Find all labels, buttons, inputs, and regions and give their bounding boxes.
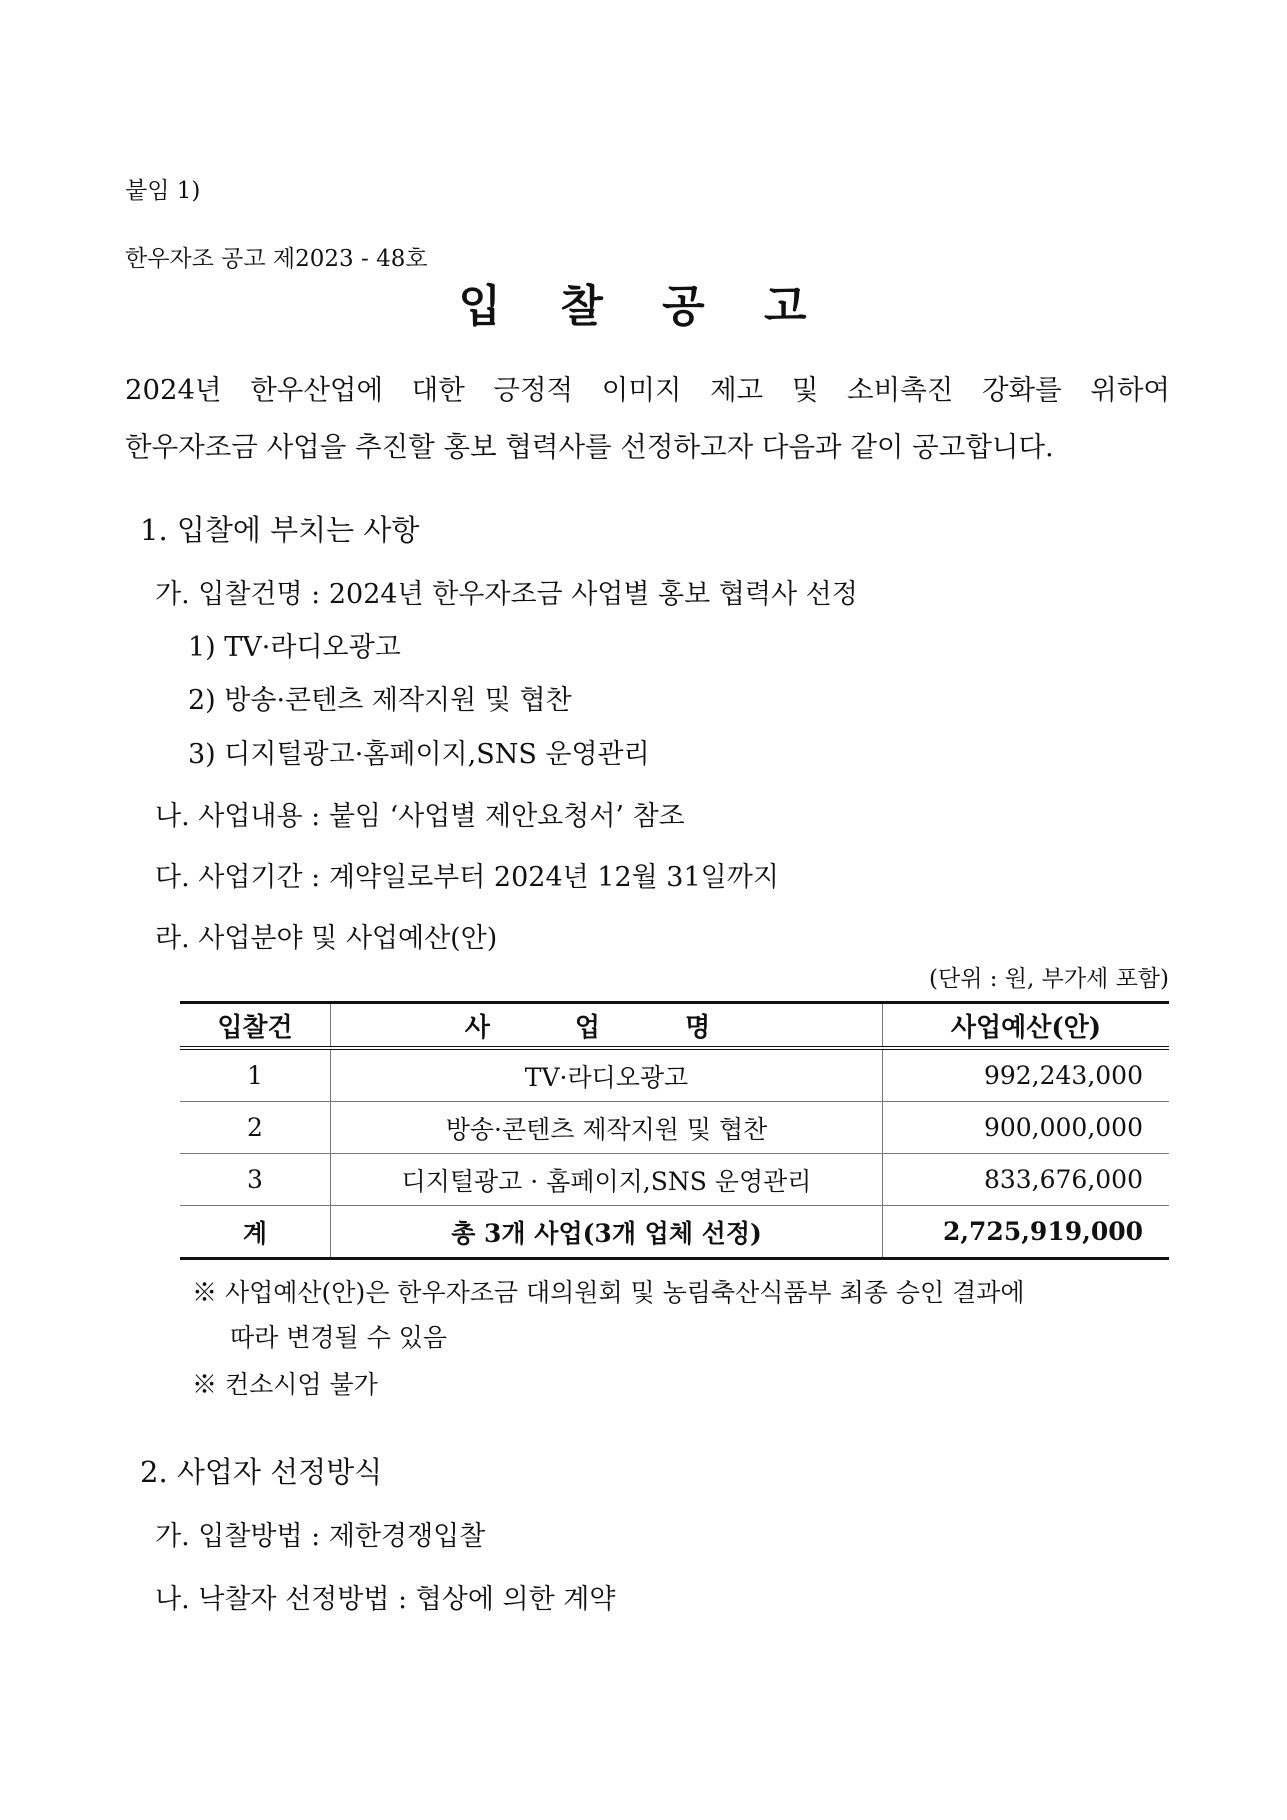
item-selection-method: 나. 낙찰자 선정방법 : 협상에 의한 계약 — [155, 1584, 616, 1615]
item-bid-name: 가. 입찰건명 : 2024년 한우자조금 사업별 홍보 협력사 선정 — [155, 579, 858, 610]
section-1-heading: 1. 입찰에 부치는 사항 — [140, 513, 420, 547]
cell-total-label: 계 — [180, 1206, 331, 1259]
cell-bid-no: 1 — [180, 1048, 331, 1102]
item-business-period: 다. 사업기간 : 계약일로부터 2024년 12월 31일까지 — [155, 862, 779, 893]
sub-item-1: 1) TV·라디오광고 — [188, 632, 401, 663]
cell-budget: 900,000,000 — [883, 1102, 1170, 1154]
cell-business-name: TV·라디오광고 — [331, 1048, 883, 1102]
cell-business-name: 디지털광고 · 홈페이지,SNS 운영관리 — [331, 1154, 883, 1206]
section-2-heading: 2. 사업자 선정방식 — [140, 1455, 383, 1489]
cell-business-name: 방송·콘텐츠 제작지원 및 협찬 — [331, 1102, 883, 1154]
note-budget-approval: ※ 사업예산(안)은 한우자조금 대의원회 및 농림축산식품부 최종 승인 결과에 — [192, 1278, 1025, 1307]
attachment-label: 붙임 1) — [125, 178, 201, 204]
cell-bid-no: 2 — [180, 1102, 331, 1154]
header-bid-no: 입찰건 — [180, 1003, 331, 1049]
table-row — [180, 1048, 1169, 1102]
sub-item-3: 3) 디지털광고·홈페이지,SNS 운영관리 — [188, 739, 650, 770]
item-business-budget: 라. 사업분야 및 사업예산(안) — [155, 923, 498, 954]
header-budget: 사업예산(안) — [883, 1003, 1170, 1049]
table-total-row — [180, 1206, 1169, 1259]
intro-paragraph — [125, 362, 1170, 476]
item-bid-method: 가. 입찰방법 : 제한경쟁입찰 — [155, 1521, 486, 1552]
sub-item-2: 2) 방송·콘텐츠 제작지원 및 협찬 — [188, 685, 572, 716]
cell-total-budget: 2,725,919,000 — [883, 1206, 1170, 1259]
notice-number: 한우자조 공고 제2023 - 48호 — [125, 246, 428, 272]
page-title: 입 찰 공 고 — [458, 281, 829, 332]
item-business-content: 나. 사업내용 : 붙임 ‘사업별 제안요청서’ 참조 — [155, 801, 685, 832]
cell-total-name: 총 3개 사업(3개 업체 선정) — [331, 1206, 883, 1259]
table-row — [180, 1102, 1169, 1154]
cell-bid-no: 3 — [180, 1154, 331, 1206]
note-budget-approval-cont: 따라 변경될 수 있음 — [230, 1323, 448, 1352]
intro-line-1: 2024년 한우산업에 대한 긍정적 이미지 제고 및 소비촉진 강화를 위하여 — [125, 374, 1170, 406]
budget-table — [180, 1001, 1169, 1260]
cell-budget: 992,243,000 — [883, 1048, 1170, 1102]
table-header-row — [180, 1003, 1169, 1049]
note-consortium: ※ 컨소시엄 불가 — [192, 1370, 378, 1399]
table-row — [180, 1154, 1169, 1206]
cell-budget: 833,676,000 — [883, 1154, 1170, 1206]
header-business-name: 사 업 명 — [331, 1003, 883, 1049]
intro-line-2: 한우자조금 사업을 추진할 홍보 협력사를 선정하고자 다음과 같이 공고합니다. — [125, 431, 1054, 463]
unit-note: (단위 : 원, 부가세 포함) — [929, 966, 1169, 992]
